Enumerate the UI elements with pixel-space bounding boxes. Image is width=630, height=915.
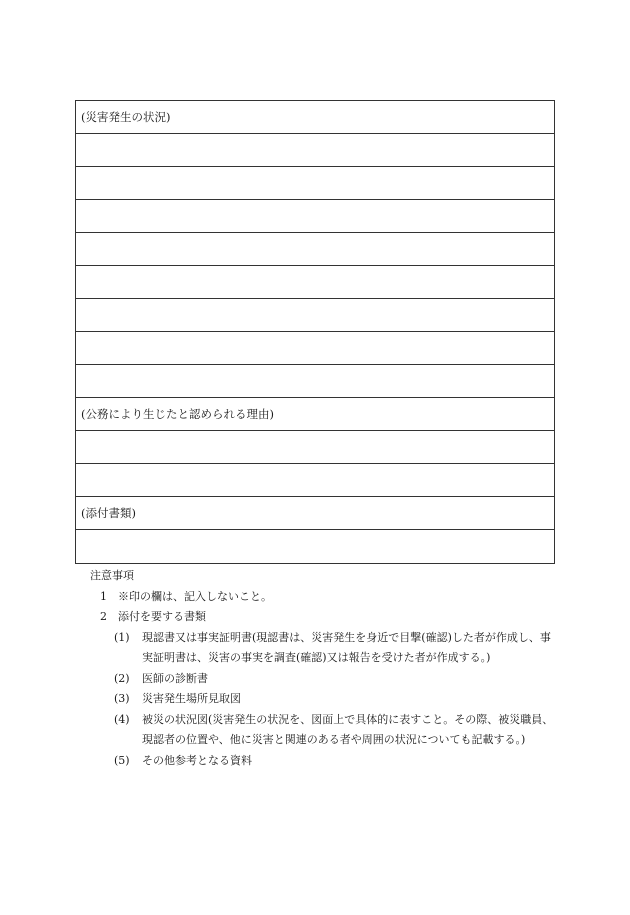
form-row-blank[interactable] (76, 464, 554, 497)
subitem-number: (4) (114, 712, 130, 726)
note-number: 2 (100, 610, 107, 623)
note-subitem (114, 689, 560, 710)
subitem-text: 現認書又は事実証明書(現認書は、災害発生を身近で目撃(確認)した者が作成し、事実証明書は、災害の事実を調査(確認)又は報告を受けた者が作成する。) (142, 630, 551, 664)
subitem-number: (1) (114, 630, 130, 644)
note-subitem (114, 628, 560, 669)
subitem-number: (2) (114, 671, 130, 685)
subitem-text: 医師の診断書 (142, 671, 208, 685)
notes-section (90, 566, 560, 771)
subitem-number: (3) (114, 692, 130, 705)
note-text: 添付を要する書類 (118, 610, 206, 623)
subitem-text: その他参考となる資料 (142, 753, 252, 767)
subitem-number: (5) (114, 753, 130, 767)
note-subitem (114, 751, 560, 772)
note-item-1 (90, 587, 560, 608)
form-row-blank[interactable] (76, 332, 554, 365)
form-row-blank[interactable] (76, 431, 554, 464)
form-row-blank[interactable] (76, 134, 554, 167)
note-number: 1 (100, 589, 107, 603)
note-item-2 (90, 607, 560, 628)
note-text: ※印の欄は、記入しないこと。 (118, 589, 272, 603)
notes-title: 注意事項 (90, 569, 134, 582)
note-subitem (114, 669, 560, 690)
subitem-text: 被災の状況図(災害発生の状況を、図面上で具体的に表すこと。その際、被災職員、現認者の位置や、他に災害と関連のある者や周囲の状況についても記載する。) (142, 712, 554, 746)
note-subitem (114, 710, 560, 751)
form-row-blank[interactable] (76, 233, 554, 266)
form-row-blank[interactable] (76, 299, 554, 332)
form-row-blank[interactable] (76, 167, 554, 200)
accident-form-table (75, 100, 555, 564)
form-row-blank[interactable] (76, 266, 554, 299)
form-row-blank[interactable] (76, 200, 554, 233)
form-row-label: (添付書類) (76, 497, 554, 530)
form-row-blank[interactable] (76, 365, 554, 398)
subitem-text: 災害発生場所見取図 (142, 692, 241, 705)
form-row-label: (災害発生の状況) (76, 101, 554, 134)
form-row-blank[interactable] (76, 530, 554, 563)
form-row-label: (公務により生じたと認められる理由) (76, 398, 554, 431)
